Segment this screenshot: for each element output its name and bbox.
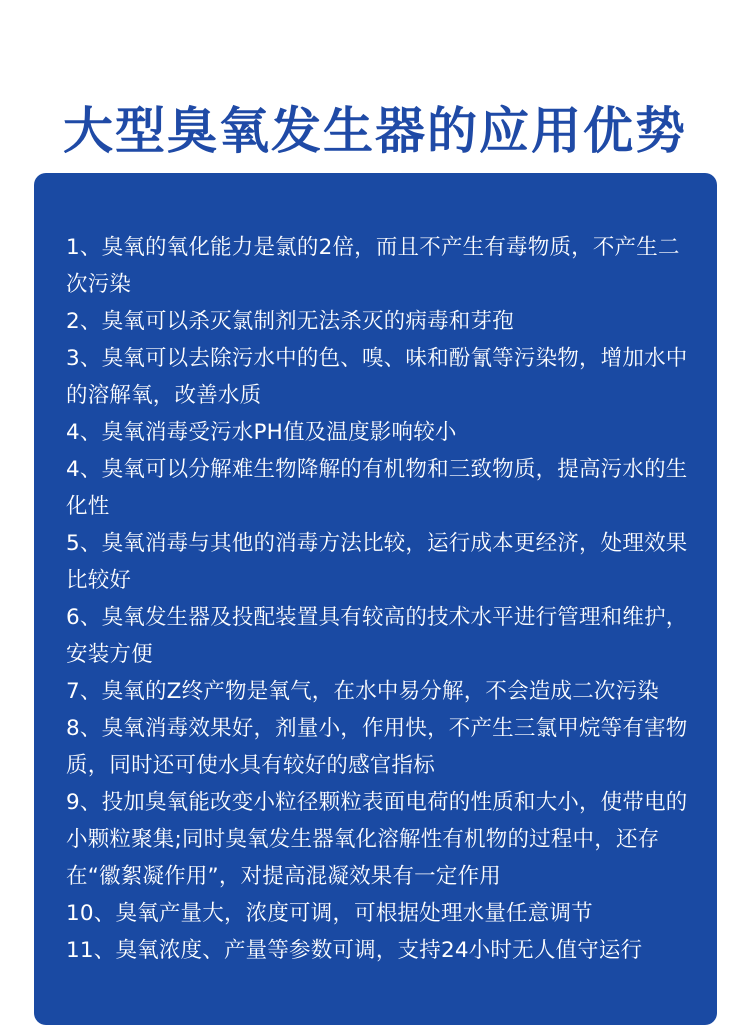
advantage-item-4: 4、臭氧消毒受污水PH值及温度影响较小 — [66, 420, 457, 445]
advantage-item-9: 8、臭氧消毒效果好，剂量小，作用快，不产生三氯甲烷等有害物质，同时还可使水具有较好的感官指标 — [66, 716, 688, 778]
page-title: 大型臭氧发生器的应用优势 — [63, 101, 687, 160]
advantage-item-5: 4、臭氧可以分解难生物降解的有机物和三致物质，提高污水的生化性 — [66, 457, 688, 519]
advantage-item-12: 11、臭氧浓度、产量等参数可调，支持24小时无人值守运行 — [66, 938, 643, 963]
advantages-list — [66, 229, 691, 969]
advantage-item-6: 5、臭氧消毒与其他的消毒方法比较，运行成本更经济，处理效果比较好 — [66, 531, 688, 593]
advantage-item-1: 1、臭氧的氧化能力是氯的2倍，而且不产生有毒物质，不产生二次污染 — [66, 235, 680, 297]
advantages-panel — [34, 173, 717, 1025]
advantage-item-11: 10、臭氧产量大，浓度可调，可根据处理水量任意调节 — [66, 901, 593, 926]
advantage-item-7: 6、臭氧发生器及投配装置具有较高的技术水平进行管理和维护，安装方便 — [66, 605, 688, 667]
advantage-item-3: 3、臭氧可以去除污水中的色、嗅、味和酚氰等污染物，增加水中的溶解氧，改善水质 — [66, 346, 688, 408]
advantage-item-2: 2、臭氧可以杀灭氯制剂无法杀灭的病毒和芽孢 — [66, 309, 514, 334]
advantage-item-8: 7、臭氧的Z终产物是氧气，在水中易分解，不会造成二次污染 — [66, 679, 660, 704]
advantage-item-10: 9、投加臭氧能改变小粒径颗粒表面电荷的性质和大小，使带电的小颗粒聚集;同时臭氧发生器氧化溶解性有机物的过程中，还存在“徽絮凝作用”，对提高混凝效果有一定作用 — [66, 790, 688, 889]
